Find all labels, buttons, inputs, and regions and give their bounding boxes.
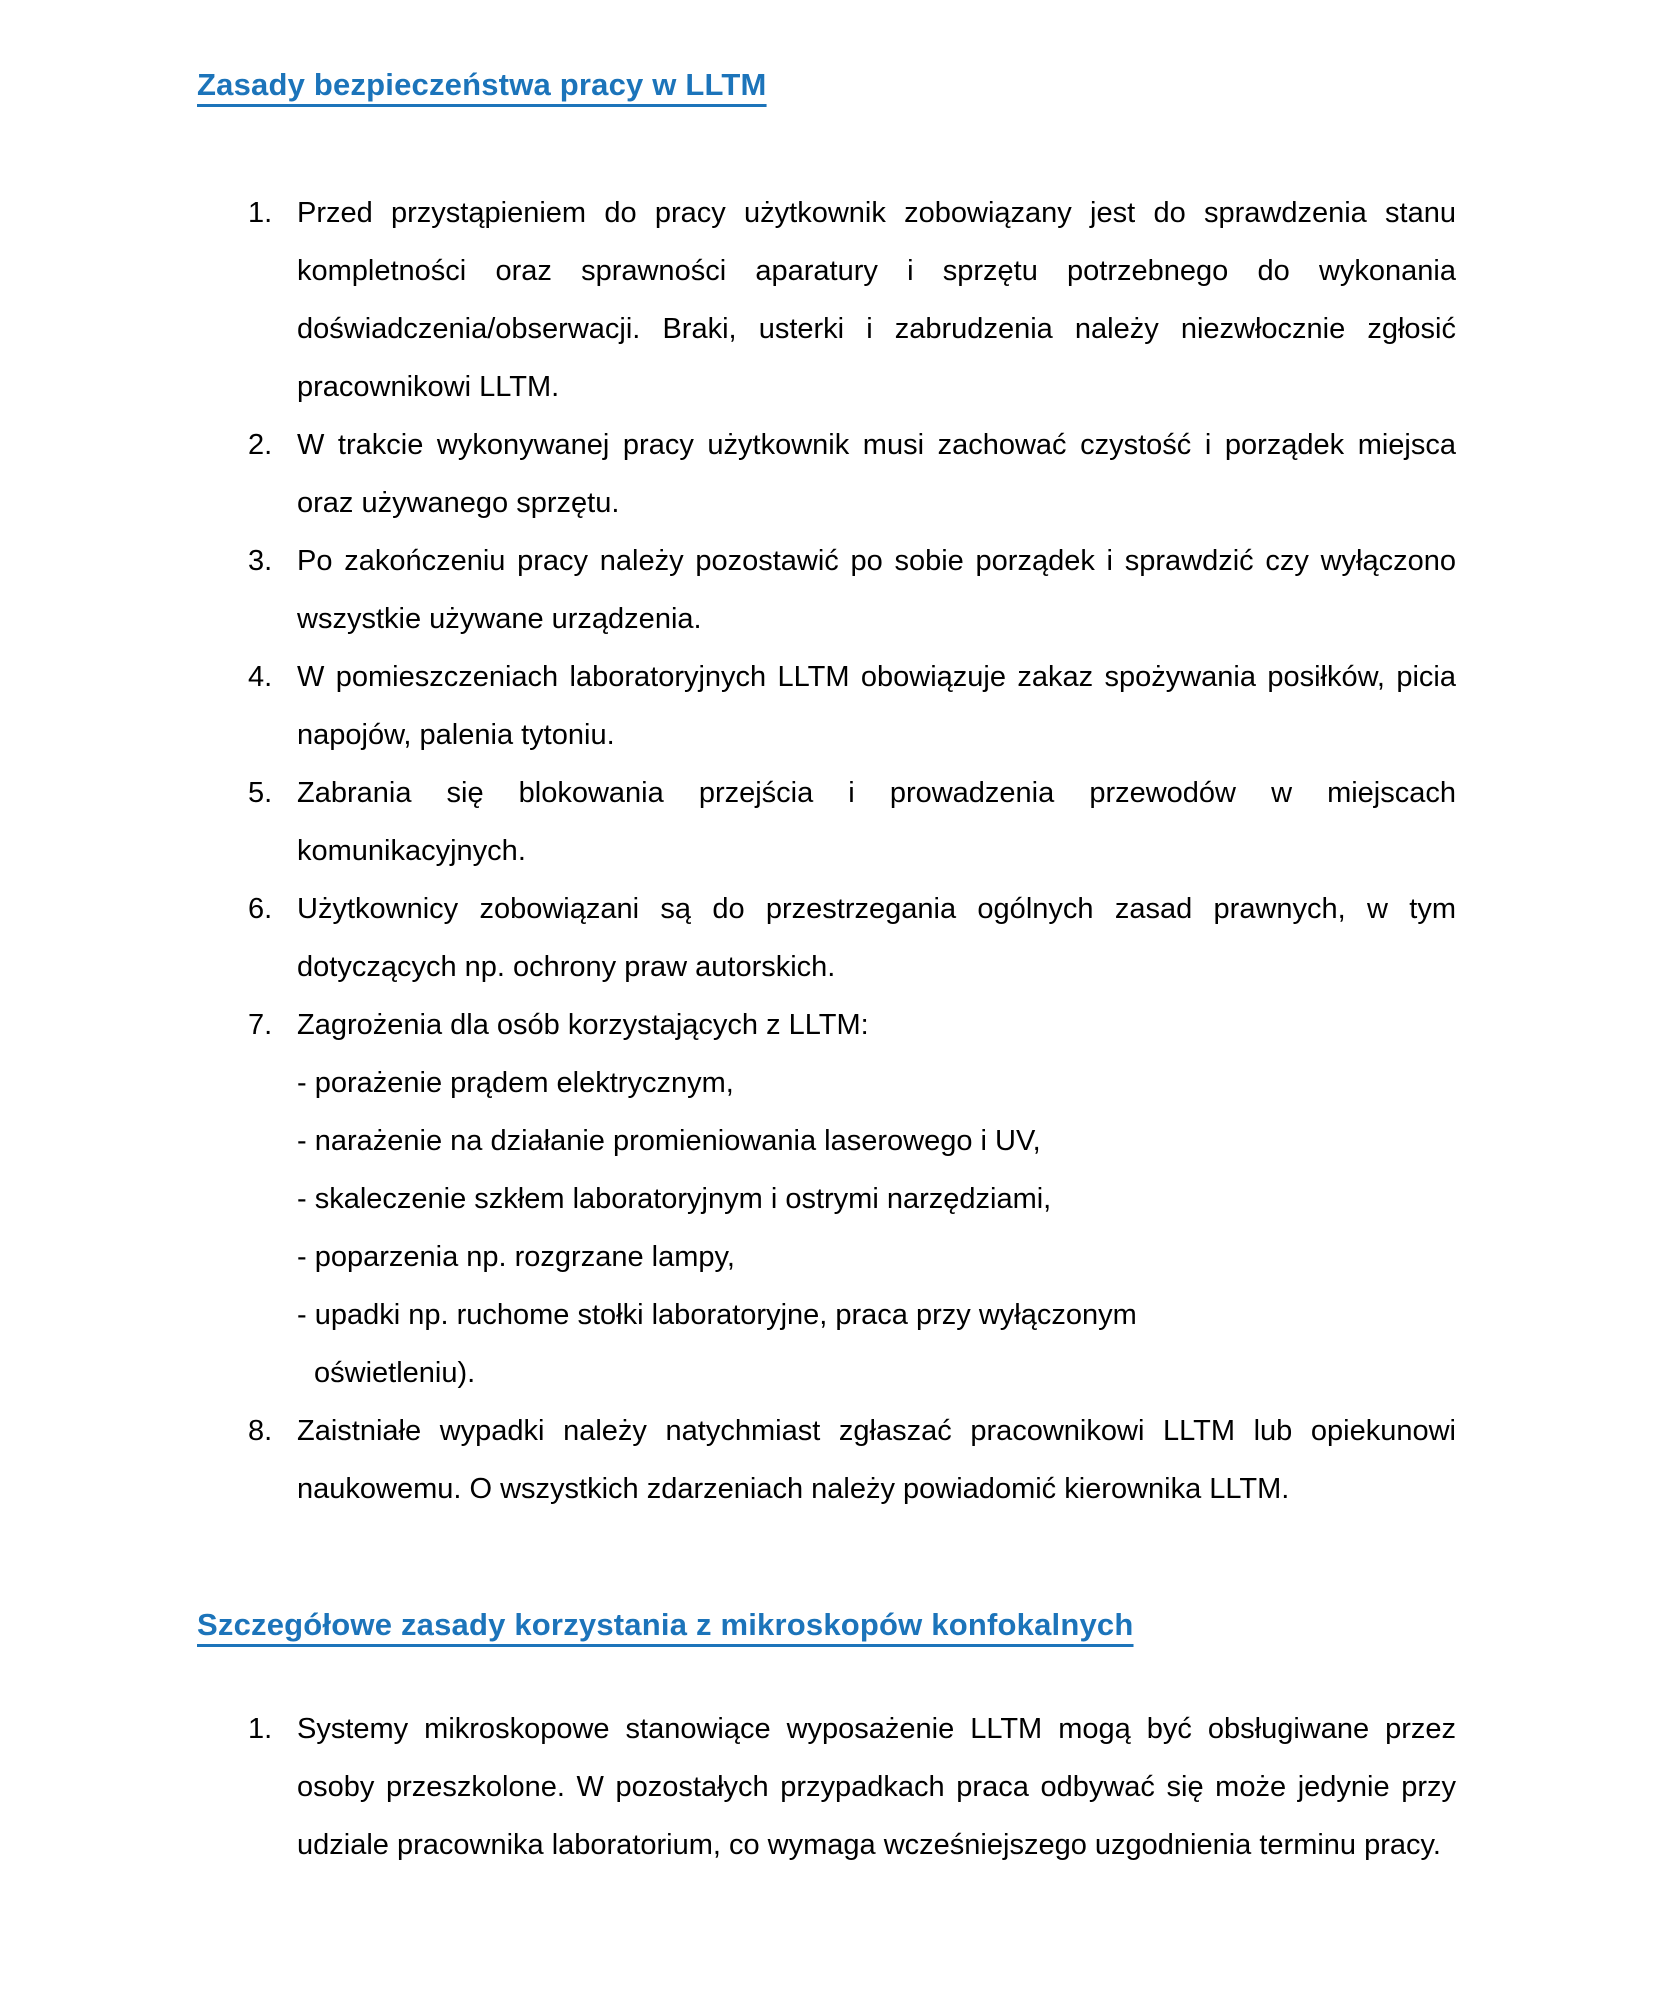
hazard-line: - narażenie na działanie promieniowania laserowego i UV, bbox=[297, 1125, 1041, 1157]
item-number: 2. bbox=[248, 429, 273, 461]
list-item bbox=[248, 1402, 1456, 1518]
hazard-line: - poparzenia np. rozgrzane lampy, bbox=[297, 1241, 735, 1273]
item-number: 7. bbox=[248, 1009, 273, 1041]
list-item bbox=[248, 532, 1456, 648]
item-text: Zabrania się blokowania przejścia i prowadzenia przewodów w miejscach komunikacyjnych. bbox=[297, 777, 1456, 867]
list-item bbox=[248, 416, 1456, 532]
hazard-line: - upadki np. ruchome stołki laboratoryjne, praca przy wyłączonym bbox=[297, 1299, 1137, 1331]
item-text: Użytkownicy zobowiązani są do przestrzegania ogólnych zasad prawnych, w tym dotyczących np. ochrony praw autorskich. bbox=[297, 893, 1456, 983]
section2-list bbox=[248, 1700, 1456, 1874]
item-text: W trakcie wykonywanej pracy użytkownik musi zachować czystość i porządek miejsca oraz używanego sprzętu. bbox=[297, 429, 1456, 519]
item-text: W pomieszczeniach laboratoryjnych LLTM obowiązuje zakaz spożywania posiłków, picia napojów, palenia tytoniu. bbox=[297, 661, 1456, 751]
list-item bbox=[248, 764, 1456, 880]
item-text: Przed przystąpieniem do pracy użytkownik zobowiązany jest do sprawdzenia stanu kompletności oraz sprawności aparatury i sprzętu potrzebnego do wykonania doświadczenia/obserwacji. Braki, usterki i zabrudzenia należy niezwłocznie zgłosić pracownikowi LLTM. bbox=[297, 197, 1456, 403]
list-item bbox=[248, 184, 1456, 416]
hazard-line: oświetleniu). bbox=[314, 1357, 476, 1389]
list-item bbox=[248, 996, 1456, 1402]
item-number: 3. bbox=[248, 545, 273, 577]
item-text: Zagrożenia dla osób korzystających z LLTM: - porażenie prądem elektrycznym, - narażenie na działanie promieniowania laserowego i UV, - skaleczenie szkłem laboratoryjnym i ostrymi narzędziami, - poparzenia np. rozgrzane lampy, - upadki np. ruchome stołki laboratoryjne, praca przy wyłączonym oświetleniu). bbox=[297, 996, 1456, 1402]
item-number: 4. bbox=[248, 661, 273, 693]
item-number: 6. bbox=[248, 893, 273, 925]
section1-heading: Zasady bezpieczeństwa pracy w LLTM bbox=[197, 67, 767, 102]
item-text: Zaistniałe wypadki należy natychmiast zgłaszać pracownikowi LLTM lub opiekunowi naukowemu. O wszystkich zdarzeniach należy powiadomić kierownika LLTM. bbox=[297, 1415, 1456, 1505]
list-item bbox=[248, 880, 1456, 996]
hazard-line: - skaleczenie szkłem laboratoryjnym i ostrymi narzędziami, bbox=[297, 1183, 1052, 1215]
item-number: 1. bbox=[248, 197, 273, 229]
list-item bbox=[248, 1700, 1456, 1874]
hazard-line: - porażenie prądem elektrycznym, bbox=[297, 1067, 734, 1099]
item-text: Systemy mikroskopowe stanowiące wyposażenie LLTM mogą być obsługiwane przez osoby przeszkolone. W pozostałych przypadkach praca odbywać się może jedynie przy udziale pracownika laboratorium, co wymaga wcześniejszego uzgodnienia terminu pracy. bbox=[297, 1713, 1456, 1861]
item-text: Po zakończeniu pracy należy pozostawić po sobie porządek i sprawdzić czy wyłączono wszystkie używane urządzenia. bbox=[297, 545, 1456, 635]
list-item bbox=[248, 648, 1456, 764]
section1-list bbox=[248, 184, 1456, 1518]
item-number: 5. bbox=[248, 777, 273, 809]
item-number: 8. bbox=[248, 1415, 273, 1447]
item-number: 1. bbox=[248, 1713, 273, 1745]
section2-heading: Szczegółowe zasady korzystania z mikroskopów konfokalnych bbox=[197, 1607, 1134, 1642]
